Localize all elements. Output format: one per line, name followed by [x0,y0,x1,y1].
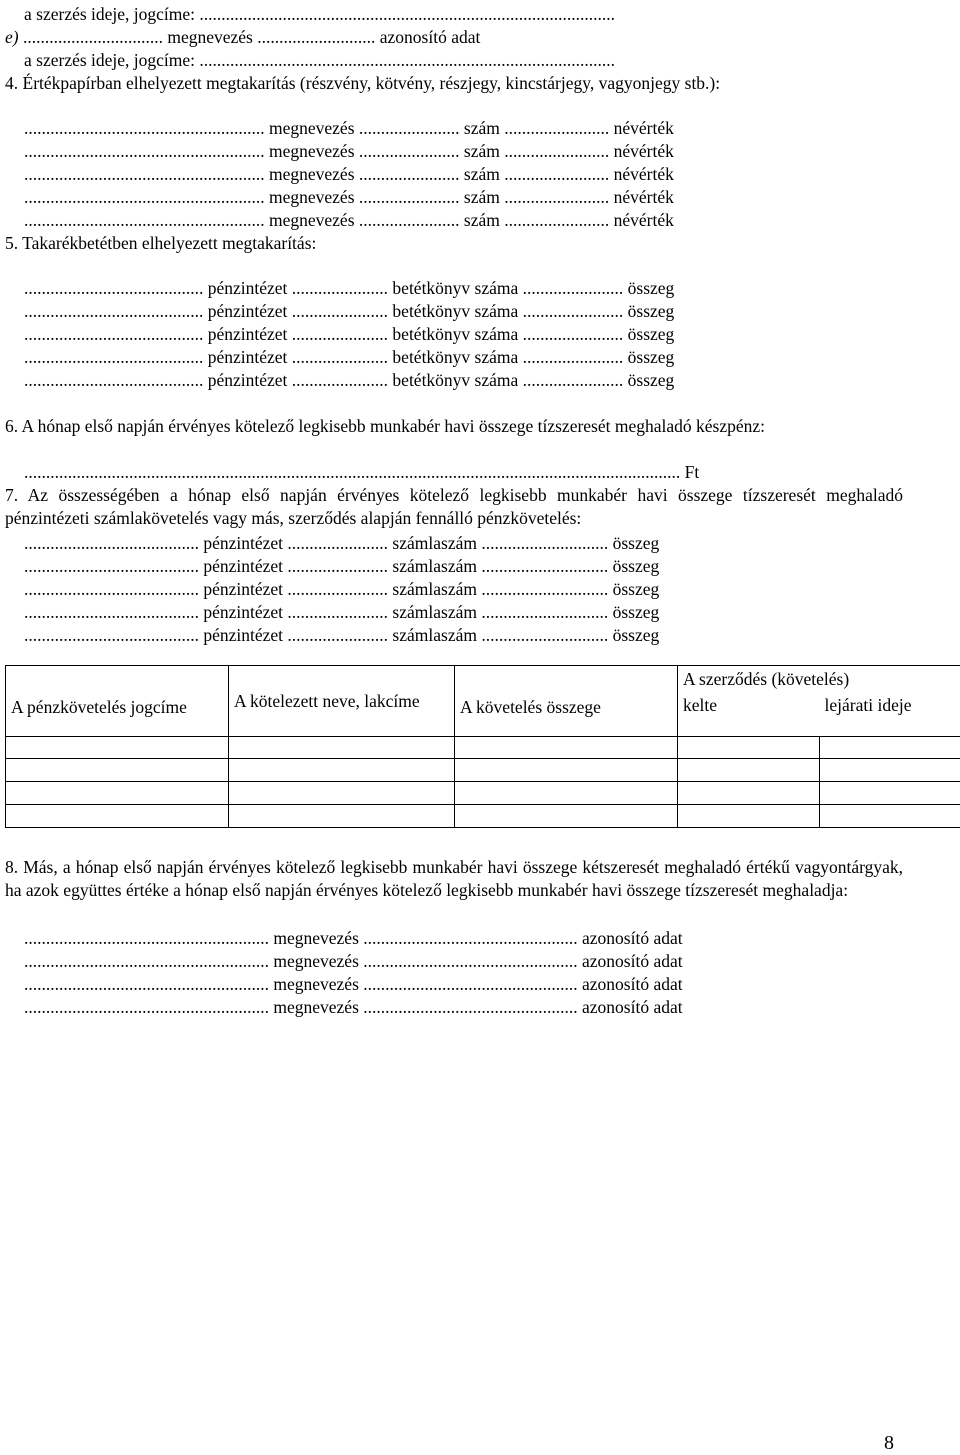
table-cell[interactable] [820,804,960,827]
table-row [6,781,960,804]
table-row [6,804,960,827]
table-cell[interactable] [678,736,820,758]
header-date: kelte [678,692,820,736]
table-cell[interactable] [455,804,678,827]
table-row [6,758,960,781]
account-row: ........................................ pénzintézet ....................... számlaszám ............................. összeg [24,625,660,645]
acquisition-line: a szerzés ideje, jogcíme: ............................................................................................... [24,50,616,70]
table-cell[interactable] [678,804,820,827]
valuables-row: ........................................................ megnevezés ................................................. azonosító adat [24,928,683,948]
table-cell[interactable] [455,758,678,781]
deposit-row: ......................................... pénzintézet ...................... betétkönyv száma ....................... összeg [24,278,675,298]
table-row [6,736,960,758]
section-5-title: 5. Takarékbetétben elhelyezett megtakarítás: [5,233,317,253]
item-e-line [5,27,480,47]
securities-row: ....................................................... megnevezés ....................... szám ........................ névérték [24,187,674,207]
section-4-title: 4. Értékpapírban elhelyezett megtakarítás (részvény, kötvény, részjegy, kincstárjegy, vagyonjegy stb.): [5,73,721,93]
table-cell[interactable] [678,758,820,781]
item-e-fields: ................................ megnevezés ........................... azonosító adat [18,27,481,47]
section-7-title: 7. Az összességében a hónap első napján érvényes kötelező legkisebb munkabér havi összege tízszeresét meghaladó pénzintézeti számlakövetelés vagy más, szerződés alapján fennálló pénzkövetelés: [5,485,903,528]
page-number: 8 [884,1432,894,1454]
securities-row: ....................................................... megnevezés ....................... szám ........................ névérték [24,164,674,184]
deposit-row: ......................................... pénzintézet ...................... betétkönyv száma ....................... összeg [24,347,675,367]
valuables-row: ........................................................ megnevezés ................................................. azonosító adat [24,997,683,1017]
section-6-title: 6. A hónap első napján érvényes kötelező legkisebb munkabér havi összege tízszeresét meghaladó készpénz: [5,416,766,436]
acquisition-line: a szerzés ideje, jogcíme: ............................................................................................... [24,4,616,24]
table-header-row [6,666,960,693]
cash-amount-line: ...................................................................................................................................................... Ft [24,462,700,482]
table-cell[interactable] [6,736,229,758]
table-cell[interactable] [6,758,229,781]
header-claim-amount: A követelés összege [455,666,678,737]
account-row: ........................................ pénzintézet ....................... számlaszám ............................. összeg [24,556,660,576]
header-obligor: A kötelezett neve, lakcíme [229,666,455,737]
header-due-date: lejárati ideje [820,692,960,736]
table-cell[interactable] [678,781,820,804]
table-cell[interactable] [6,804,229,827]
table-cell[interactable] [229,781,455,804]
securities-row: ....................................................... megnevezés ....................... szám ........................ névérték [24,141,674,161]
account-row: ........................................ pénzintézet ....................... számlaszám ............................. összeg [24,579,660,599]
header-contract-group: A szerződés (követelés) [678,666,960,693]
table-cell[interactable] [820,736,960,758]
account-row: ........................................ pénzintézet ....................... számlaszám ............................. összeg [24,602,660,622]
account-row: ........................................ pénzintézet ....................... számlaszám ............................. összeg [24,533,660,553]
table-cell[interactable] [455,781,678,804]
table-cell[interactable] [229,758,455,781]
claims-table [5,665,960,828]
securities-row: ....................................................... megnevezés ....................... szám ........................ névérték [24,118,674,138]
valuables-row: ........................................................ megnevezés ................................................. azonosító adat [24,974,683,994]
securities-row: ....................................................... megnevezés ....................... szám ........................ névérték [24,210,674,230]
item-e-label: e) [5,27,19,47]
deposit-row: ......................................... pénzintézet ...................... betétkönyv száma ....................... összeg [24,301,675,321]
table-cell[interactable] [820,758,960,781]
table-cell[interactable] [229,804,455,827]
header-claim-title: A pénzkövetelés jogcíme [6,666,229,737]
table-cell[interactable] [6,781,229,804]
table-cell[interactable] [455,736,678,758]
deposit-row: ......................................... pénzintézet ...................... betétkönyv száma ....................... összeg [24,370,675,390]
table-cell[interactable] [820,781,960,804]
table-cell[interactable] [229,736,455,758]
deposit-row: ......................................... pénzintézet ...................... betétkönyv száma ....................... összeg [24,324,675,344]
valuables-row: ........................................................ megnevezés ................................................. azonosító adat [24,951,683,971]
section-8-title: 8. Más, a hónap első napján érvényes kötelező legkisebb munkabér havi összege kétszeresét meghaladó értékű vagyontárgyak, ha azok együttes értéke a hónap első napján érvényes kötelező legkisebb munkabér havi összege tízszeresét meghaladja: [5,857,903,900]
